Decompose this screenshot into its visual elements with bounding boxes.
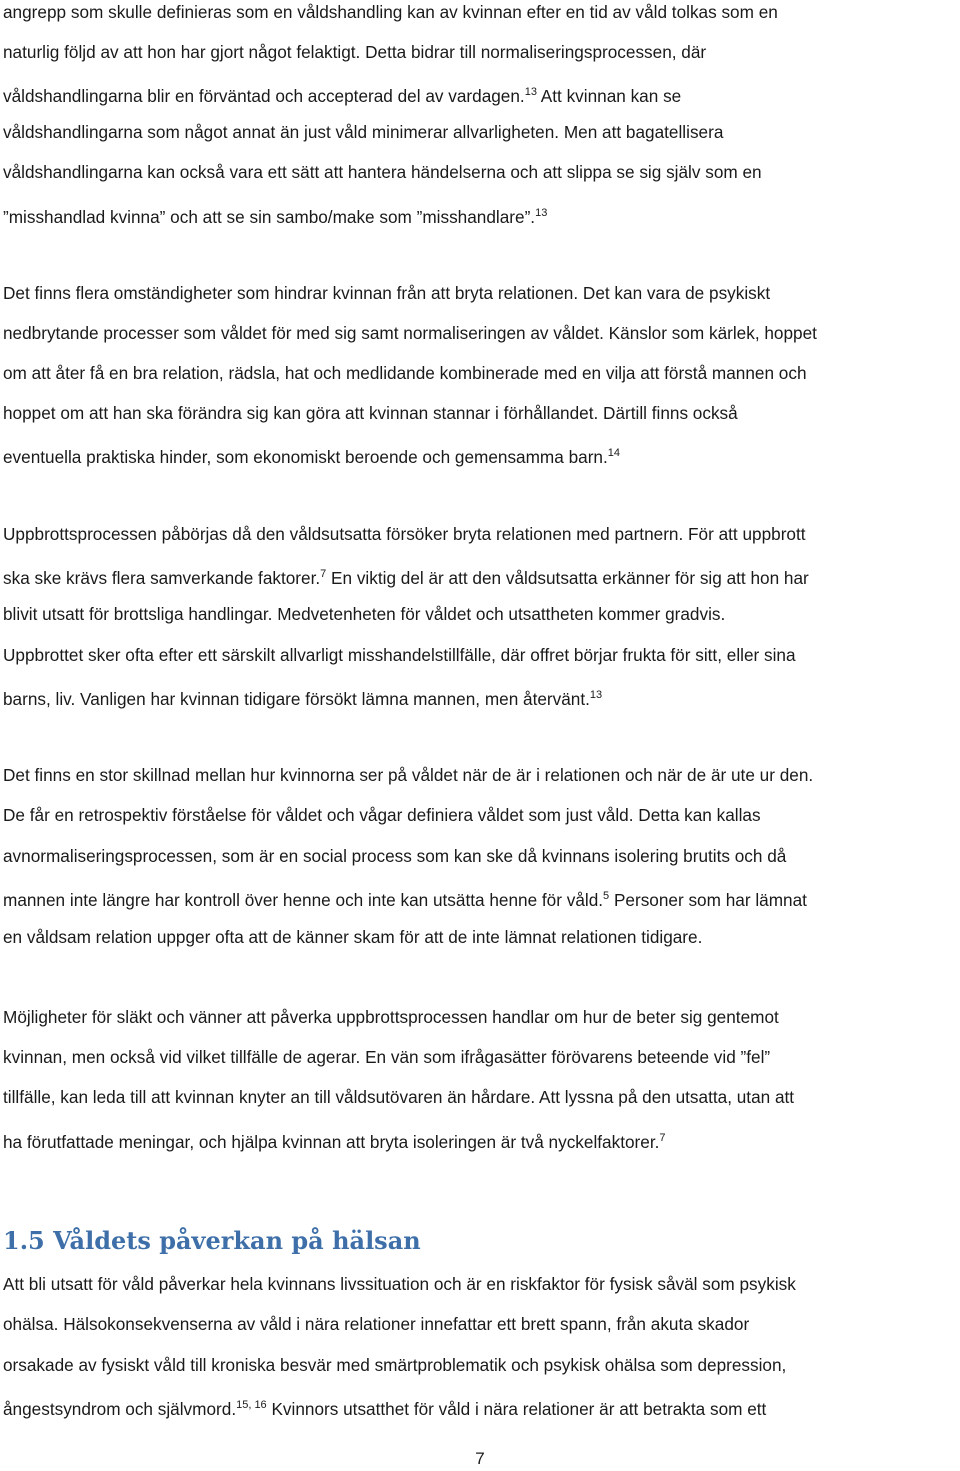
text-line: mannen inte längre har kontroll över henne och inte kan utsätta henne för våld.$^5$ Personer som har lämnat [3,890,807,910]
text-line: Att bli utsatt för våld påverkar hela kvinnans livssituation och är en riskfaktor för fysisk såväl som psykisk [3,1274,796,1294]
text-line: orsakade av fysiskt våld till kroniska besvär med smärtproblematik och psykisk ohälsa som depression, [3,1355,787,1375]
footnote-ref: 13 [535,207,548,219]
text-line: ha förutfattade meningar, och hjälpa kvinnan att bryta isoleringen är två nyckelfaktorer.$^7$ [3,1132,666,1152]
text-line: blivit utsatt för brottsliga handlingar. Medvetenheten för våldet och utsattheten kommer gradvis. [3,604,726,624]
page-number: 7 [475,1449,485,1468]
text-line: våldshandlingarna som något annat än just våld minimerar allvarligheten. Men att bagatellisera [3,122,724,142]
text-line: Uppbrottsprocessen påbörjas då den våldsutsatta försöker bryta relationen med partnern. För att uppbrott [3,524,806,544]
text-line: Möjligheter för släkt och vänner att påverka uppbrottsprocessen handlar om hur de beter sig gentemot [3,1007,779,1027]
footnote-ref: 15, 16 [236,1399,267,1411]
text-line: avnormaliseringsprocessen, som är en social process som kan ske då kvinnans isolering brutits och då [3,846,787,866]
text-line: ”misshandlad kvinna” och att se sin sambo/make som ”misshandlare”.$^{13}$ [3,207,548,227]
text-line: De får en retrospektiv förståelse för våldet och vågar definiera våldet som just våld. Detta kan kallas [3,805,761,825]
footnote-ref: 7 [320,568,327,580]
text-line: tillfälle, kan leda till att kvinnan knyter an till våldsutövaren än hårdare. Att lyssna på den utsatta, utan att [3,1087,795,1107]
text-line: hoppet om att han ska förändra sig kan göra att kvinnan stannar i förhållandet. Därtill finns också [3,403,738,423]
text-line: ångestsyndrom och självmord.$^{15, 16}$ Kvinnors utsatthet för våld i nära relationer är att betrakta som ett [3,1399,767,1419]
footnote-ref: 14 [607,447,621,459]
text-line: naturlig följd av att hon har gjort något felaktigt. Detta bidrar till normaliseringsprocessen, där [3,42,707,62]
text-line: barns, liv. Vanligen har kvinnan tidigare försökt lämna mannen, men återvänt.$^{13}$ [3,689,603,709]
text-line: våldshandlingarna blir en förväntad och accepterad del av vardagen.$^{13}$ Att kvinnan kan se [3,86,682,106]
text-line: en våldsam relation uppger ofta att de känner skam för att de inte lämnat relationen tidigare. [3,927,703,947]
text-line: våldshandlingarna kan också vara ett sätt att hantera händelserna och att slippa se sig själv som en [3,162,762,182]
text-line: ska ske krävs flera samverkande faktorer.$^7$ En viktig del är att den våldsutsatta erkänner för sig att hon har [3,568,809,588]
footnote-ref: 13 [524,86,537,98]
text-line: Det finns flera omständigheter som hindrar kvinnan från att bryta relationen. Det kan vara de psykiskt [3,283,771,303]
text-line: om att åter få en bra relation, rädsla, hat och medlidande kombinerade med en vilja att förstå mannen och [3,363,807,383]
text-line: Det finns en stor skillnad mellan hur kvinnorna ser på våldet när de är i relationen och när de är ute ur den. [3,765,814,785]
footnote-ref: 7 [659,1132,666,1144]
text-line: ohälsa. Hälsokonsekvenserna av våld i nära relationer innefattar ett brett spann, från akuta skador [3,1314,750,1334]
text-line: Uppbrottet sker ofta efter ett särskilt allvarligt misshandelstillfälle, där offret börjar frukta för sitt, eller sina [3,645,796,665]
text-line: nedbrytande processer som våldet för med sig samt normaliseringen av våldet. Känslor som kärlek, hoppet [3,323,817,343]
section-heading: 1.5 Våldets påverkan på hälsan [3,1226,421,1255]
text-line: kvinnan, men också vid vilket tillfälle de agerar. En vän som ifrågasätter förövarens beteende vid ”fel” [3,1047,771,1067]
footnote-ref: 5 [603,890,610,902]
text-line: eventuella praktiska hinder, som ekonomiskt beroende och gemensamma barn.$^{14}$ [3,447,621,467]
text-line: angrepp som skulle definieras som en våldshandling kan av kvinnan efter en tid av våld tolkas som en [3,2,778,22]
footnote-ref: 13 [589,689,603,701]
